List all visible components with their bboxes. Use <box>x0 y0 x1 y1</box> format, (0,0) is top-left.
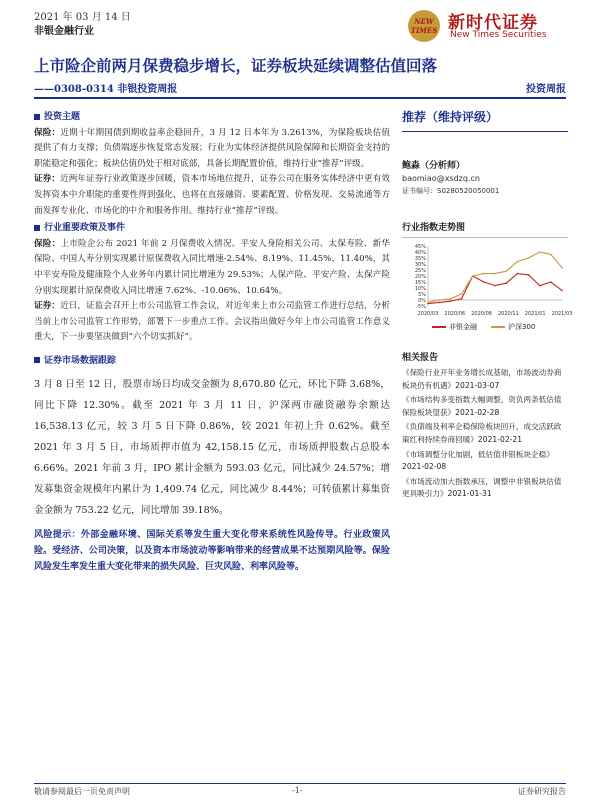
data-point-nonbank <box>483 281 485 283</box>
rating-divider <box>402 131 568 132</box>
industry-label: 非银金融行业 <box>34 26 94 37</box>
bullet-icon <box>34 114 40 120</box>
x-tick-label: 2020/08 <box>471 311 492 317</box>
y-tick-label: 10% <box>414 286 426 292</box>
related-report-item[interactable]: 《市场流动加大指数承压，调整中非银板块估值更具吸引力》2021-01-31 <box>402 476 562 499</box>
brand-logo-icon <box>404 8 444 44</box>
data-point-hs300 <box>539 251 541 253</box>
header-divider <box>34 97 566 99</box>
data-point-hs300 <box>494 273 496 275</box>
data-point-hs300 <box>550 254 552 256</box>
chart-legend <box>402 322 568 332</box>
legend-swatch-hs300 <box>491 326 505 328</box>
x-tick-label: 2021/03 <box>551 311 573 317</box>
data-point-hs300 <box>528 257 530 259</box>
data-point-hs300 <box>438 299 440 301</box>
related-report-item[interactable]: 《保险行业开年业务增长成基础，市场波动券商板块仍有机遇》2021-03-07 <box>402 368 562 390</box>
data-point-nonbank <box>505 282 507 284</box>
section-heading-summary: 投资主题 <box>34 110 390 126</box>
legend-swatch-nonbank <box>432 326 446 328</box>
section-heading-policy: 行业重要政策及事件 <box>34 221 390 237</box>
bullet-icon <box>34 357 40 363</box>
x-tick-label: 2021/01 <box>524 311 546 317</box>
chart-divider <box>402 237 568 238</box>
analyst-certificate: 证书编号：S0280520050001 <box>402 187 500 195</box>
data-point-hs300 <box>450 298 452 300</box>
related-heading: 相关报告 <box>402 353 439 363</box>
page-number: -1- <box>292 786 303 795</box>
related-report-item[interactable]: 《负债端及利率企稳保险板块回升，成交活跃政策红利持续券商回暖》2021-02-21 <box>402 422 562 444</box>
logo-mark-text-line1: NEW <box>414 17 434 26</box>
legend-item-nonbank: 非银金融 <box>432 322 477 332</box>
data-point-nonbank <box>561 290 563 292</box>
brand-name-en: New Times Securities <box>450 30 547 40</box>
x-tick-label: 2020/11 <box>498 311 519 317</box>
report-title: 上市险企前两月保费稳步增长，证券板块延续调整估值回落 <box>34 56 438 75</box>
paragraph-tracking: 3 月 8 日至 12 日，股票市场日均成交金额为 8,670.80 亿元，环比下降 3.68%，同比下降 12.30%。截至 2021 年 3 月 11 日，沪深两市融资融券余额达 16,538.13 亿元，较 3 月 5 日下降 0.86%，较 2021 年初上升 0.62%。截至 2021 年 3 月 5 日，市场质押市值为 42,158.15 亿元，市场质押股数占总股本 6.66%。2021 年前 3 月，IPO 累计金额为 593.03 亿元，同比减少 24.57%；增发募集资金规模年内累计为 1,409.74 亿元，同比减少 8.44%；可转债累计募集资金金额为 753.22 亿元，同比增加 39.18%。 <box>34 378 390 516</box>
data-point-nonbank <box>550 281 552 283</box>
y-tick-label: 35% <box>414 256 426 262</box>
related-report-item[interactable]: 《市场结构多变指数大幅调整，资负两条低估值保险板块望获》2021-02-28 <box>402 395 562 417</box>
sidebar <box>402 108 573 503</box>
y-tick-label: 5% <box>418 292 426 298</box>
paragraph-securities: 证券：近两年证券行业政策逐步回暖，资本市场地位提升，证券公司在服务实体经济中更有效发挥资本中介职能的重要性得到强化，也将在直接融资、要素配置、价格发现、交易流通等方面发挥专业化、市场化的中介和服务作用。维持行业“推荐”评级。 <box>34 174 390 216</box>
data-point-hs300 <box>561 267 563 269</box>
footer-disclaimer[interactable]: 敬请参阅最后一页免责声明 <box>34 787 130 796</box>
y-tick-label: 25% <box>414 268 426 274</box>
y-tick-label: 45% <box>414 244 426 250</box>
y-tick-label: 20% <box>414 274 426 280</box>
data-point-nonbank <box>528 274 530 276</box>
data-point-nonbank <box>517 273 519 275</box>
report-type: 投资周报 <box>526 84 566 95</box>
chart-heading: 行业指数走势图 <box>402 223 466 233</box>
report-subtitle: ——0308-0314 非银投资周报 <box>34 84 178 95</box>
data-point-nonbank <box>438 302 440 304</box>
data-point-nonbank <box>461 298 463 300</box>
x-tick-label: 2020/03 <box>417 311 439 317</box>
paragraph-insurance: 保险：近期十年期国债到期收益率企稳回升，3 月 12 日本年为 3.2613%，为保险板块估值提供了有力支撑；负债端逐步恢复常态发展；行业为实体经济提供风险保障和长期资金支持的职能稳定和强化；板块估值仍处于相对底部，具备长期配置价值，维持行业“推荐”评级。 <box>34 127 390 169</box>
bullet-icon <box>34 225 40 231</box>
related-reports-list <box>402 367 568 501</box>
paragraph-policy-insurance: 保险：上市险企公布 2021 年前 2 月保费收入情况。平安人身险相关公司、太保寿险、新华保险、中国人寿分别实现累计原保费收入同比增速-2.54%、8.19%、11.45%、11.40%，其中平安寿险及健康险个人业务年内累计同比增速为 29.53%；人保产险、平安产险、太保产险分别实现累计原保费收入同比增速 7.62%、-10.06%、10.64%。 <box>34 238 390 296</box>
data-point-nonbank <box>539 285 541 287</box>
analyst-email[interactable]: baomiao@xsdzq.cn <box>402 174 480 183</box>
data-point-hs300 <box>505 270 507 272</box>
brand-name-cn: 新时代证券 <box>448 13 538 33</box>
x-tick-label: 2020/06 <box>444 311 466 317</box>
data-point-hs300 <box>427 302 429 304</box>
y-tick-label: 40% <box>414 250 426 256</box>
y-tick-label: 0% <box>418 298 426 304</box>
paragraph-policy-securities: 证券：近日，证监会召开上市公司监管工作会议，对近年来上市公司监管工作进行总结，分析当前上市公司监管工作形势，部署下一步重点工作。会议指出做好今年上市公司监管工作意义重大，下一步要坚决做到“六个切实抓好”。 <box>34 301 390 343</box>
data-point-hs300 <box>461 293 463 295</box>
index-trend-chart <box>402 242 573 320</box>
risk-warning: 风险提示：外部金融环境、国际关系等发生重大变化带来系统性风险传导。行业政策风险。受经济、公司决策，以及资本市场波动等影响带来的经营成果不达预期风险等。保险风险发生率发生重大变化带来的损失风险、巨灾风险、利率风险等。 <box>34 529 390 572</box>
y-tick-label: 15% <box>414 280 426 286</box>
footer-divider <box>34 783 566 784</box>
data-point-nonbank <box>450 300 452 302</box>
series-line-hs300 <box>428 252 562 302</box>
data-point-hs300 <box>483 273 485 275</box>
data-point-hs300 <box>517 261 519 263</box>
section-heading-tracking: 证券市场数据跟踪 <box>34 354 390 370</box>
data-point-hs300 <box>472 275 474 277</box>
legend-item-hs300: 沪深300 <box>491 322 535 332</box>
data-point-nonbank <box>494 285 496 287</box>
related-report-item[interactable]: 《市场调整分化加剧，低估值非银板块企稳》2021-02-08 <box>402 449 554 472</box>
main-column <box>34 108 390 575</box>
rating: 推荐（维持评级） <box>402 110 499 124</box>
logo-mark-text-line2: TIMES <box>410 26 438 35</box>
y-tick-label: -5% <box>416 304 426 310</box>
analyst-name: 鲍淼（分析师） <box>402 161 466 171</box>
y-tick-label: 30% <box>414 262 426 268</box>
report-date: 2021 年 03 月 14 日 <box>34 12 131 23</box>
footer-label: 证券研究报告 <box>518 787 566 796</box>
